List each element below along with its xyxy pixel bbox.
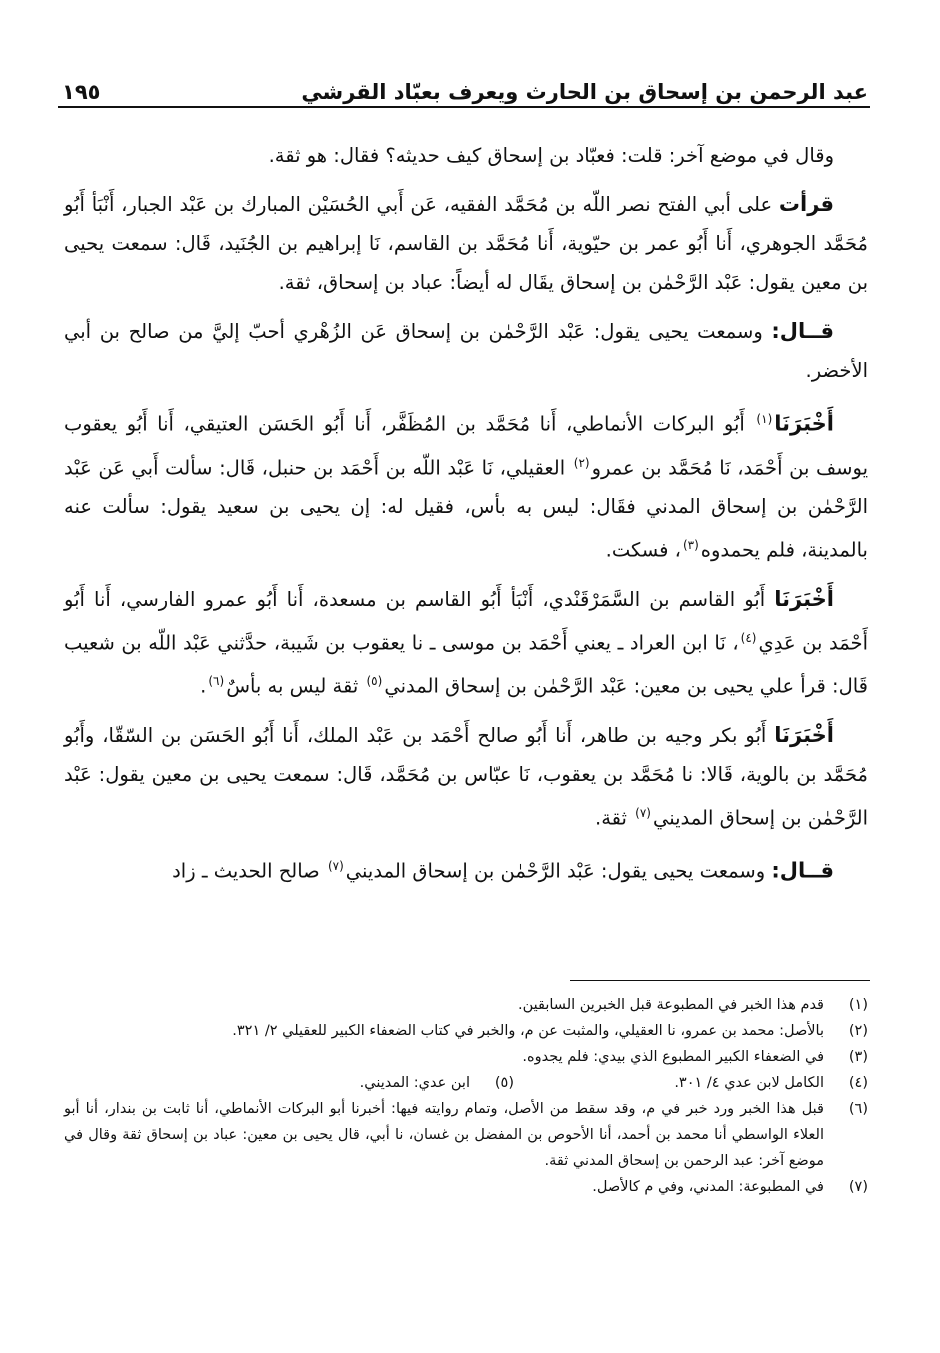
paragraph-text: أَبُو البركات الأنماطي، أَنا مُحَمَّد بن المُظَفَّر، أَنا أَبُو الحَسَن العتيقي، أَنا أَبُو يعقوب يوسف بن أَحْمَد، نَا مُحَمَّد بن عمرو [64,412,869,479]
footnote-number: (٤) [848,1075,868,1091]
footnotes [64,992,868,1200]
paragraph-2 [64,185,868,302]
footnote-marker: (٢) [573,455,590,470]
paragraph-lead: قرأت [778,192,835,216]
running-title: عبد الرحمن بن إسحاق بن الحارث ويعرف بعبّاد القرشي [301,80,868,104]
paragraph-lead: أَخْبَرَنَا [774,586,834,611]
header-rule [58,106,870,108]
paragraph-5 [64,580,868,706]
paragraph-1 [64,136,868,175]
main-text [64,136,868,901]
footnote-text: ابن عدي: المديني. [359,1075,470,1091]
paragraph-text: صالح الحديث ـ زاد [172,859,320,883]
footnote-number: (٣) [848,1049,868,1065]
paragraph-text: ثقة. [595,806,627,829]
footnote-number: (٦) [848,1101,868,1117]
footnote-7 [64,1174,868,1200]
footnote-marker: (٧) [327,859,344,873]
paragraph-4 [64,400,868,570]
paragraph-text: وسمعت يحيى يقول: عَبْد الرَّحْمٰن بن إسحاق المديني [345,859,766,883]
footnote-1 [64,992,868,1018]
footnote-marker: (٣) [682,538,699,552]
footnote-marker: (٥) [366,674,383,688]
paragraph-text: أَبُو القاسم بن السَّمَرْقَنْدي، أَنْبَأ أَبُو القاسم بن مسعدة، أَنا أَبُو عمرو الفارسي، أَنا أَبُو أَحْمَد بن عَدِي [64,587,868,654]
page-header [62,64,868,104]
footnote-3 [64,1044,868,1070]
footnote-text: في المطبوعة: المدني، وفي م كالأصل. [592,1179,824,1195]
footnote-rule [570,980,870,981]
paragraph-text: أَبُو بكر وجيه بن طاهر، أَنا أَبُو صالح أَحْمَد بن عَبْد الملك، أَنا أَبُو الحَسَن بن السّقّا، وأَبُو مُحَمَّد بن بالوية، قَالا: نا مُحَمَّد بن يعقوب، نَا عبّاس بن مُحَمَّد، قَال: سمعت يحيى بن معين يقول: عَبْد الرَّحْمٰن بن إسحاق المديني [64,723,868,829]
paragraph-text: العقيلي، نَا عَبْد اللّه بن أَحْمَد بن حنبل، قَال: سألت أَبي عَن عَبْد الرَّحْمٰن بن إسحاق المدني فقَال: ليس به بأس، فقيل له: إن يحيى بن سعيد يقول: سألت عنه بالمدينة، فلم يحمدوه [64,456,868,562]
paragraph-text: . [200,674,207,698]
footnote-number: (٥) [494,1075,514,1091]
paragraph-7 [64,847,868,891]
footnote-2 [64,1018,868,1044]
footnote-marker: (١) [756,412,773,426]
paragraph-text: على أبي الفتح نصر اللّه بن مُحَمَّد الفقيه، عَن أَبي الحُسَيْن المبارك بن عَبْد الجبار، أَنْبَأ أَبُو مُحَمَّد الجوهري، أَنا أَبُو عمر بن حيّوية، أَنا مُحَمَّد بن القاسم، نَا إبراهيم بن الجُنَيد، قَال: سمعت يحيى بن معين يقول: عَبْد الرَّحْمٰن بن إسحاق يقَال له أيضاً: عباد بن إسحاق، ثقة. [64,193,868,294]
footnote-text: قبل هذا الخبر ورد خبر في م، وقد سقط من الأصل، وتمام روايته فيها: أخبرنا أبو البركات الأنماطي، أنا ثابت بن بندار، أنا أبو العلاء الواسطي أنا محمد بن أحمد، أنا الأحوص بن المفضل بن غسان، نا أبي، قال يحيى بن معين: عباد بن إسحاق ثقة وقال في موضع آخر: عبد الرحمن بن إسحاق المدني ثقة. [64,1101,824,1169]
paragraph-lead: أَخْبَرَنَا [774,722,834,747]
paragraph-text: ثقة ليس به بأسٌ [226,674,359,698]
footnote-number: (٢) [848,1023,868,1039]
paragraph-text: وسمعت يحيى يقول: عَبْد الرَّحْمٰن بن إسحاق عَن الزُهْري أحبّ إليَّ من صالح بن أبي الأخضر. [64,320,868,382]
paragraph-lead: قــال: [771,319,835,343]
footnote-marker: (٦) [208,674,225,688]
paragraph-text: ، نَا ابن العراد ـ يعني أَحْمَد بن موسى ـ نا يعقوب بن شَيبة، حدَّثني عَبْد اللّه بن شعيب قَال: قرأ علي يحيى بن معين: عَبْد الرَّحْمٰن بن إسحاق المدني [64,631,868,698]
footnote-text: في الضعفاء الكبير المطبوع الذي بيدي: فلم يجدوه. [522,1049,824,1065]
footnote-6 [64,1096,868,1174]
footnote-text: قدم هذا الخبر في المطبوعة قبل الخبرين السابقين. [517,997,824,1013]
paragraph-text: ، فسكت. [605,538,681,562]
paragraph-6 [64,716,868,838]
footnote-number: (١) [848,997,868,1013]
footnote-marker: (٧) [635,805,651,820]
footnote-text: الكامل لابن عدي ٤/ ٣٠١. [674,1075,824,1091]
paragraph-3 [64,312,868,390]
page-number: ١٩٥ [62,80,101,104]
paragraph-lead: قــال: [771,858,834,883]
paragraph-text: وقال في موضع آخر: قلت: فعبّاد بن إسحاق كيف حديثه؟ فقال: هو ثقة. [268,144,834,167]
paragraph-lead: أَخْبَرَنَا [774,411,834,436]
footnote-number: (٧) [848,1179,868,1195]
footnote-marker: (٤) [740,630,757,645]
footnote-text: بالأصل: محمد بن عمرو، نا العقيلي، والمثبت عن م، والخبر في كتاب الضعفاء الكبير للعقيلي ٢/ ٣٢١. [232,1023,824,1039]
footnote-4-5 [64,1070,868,1096]
